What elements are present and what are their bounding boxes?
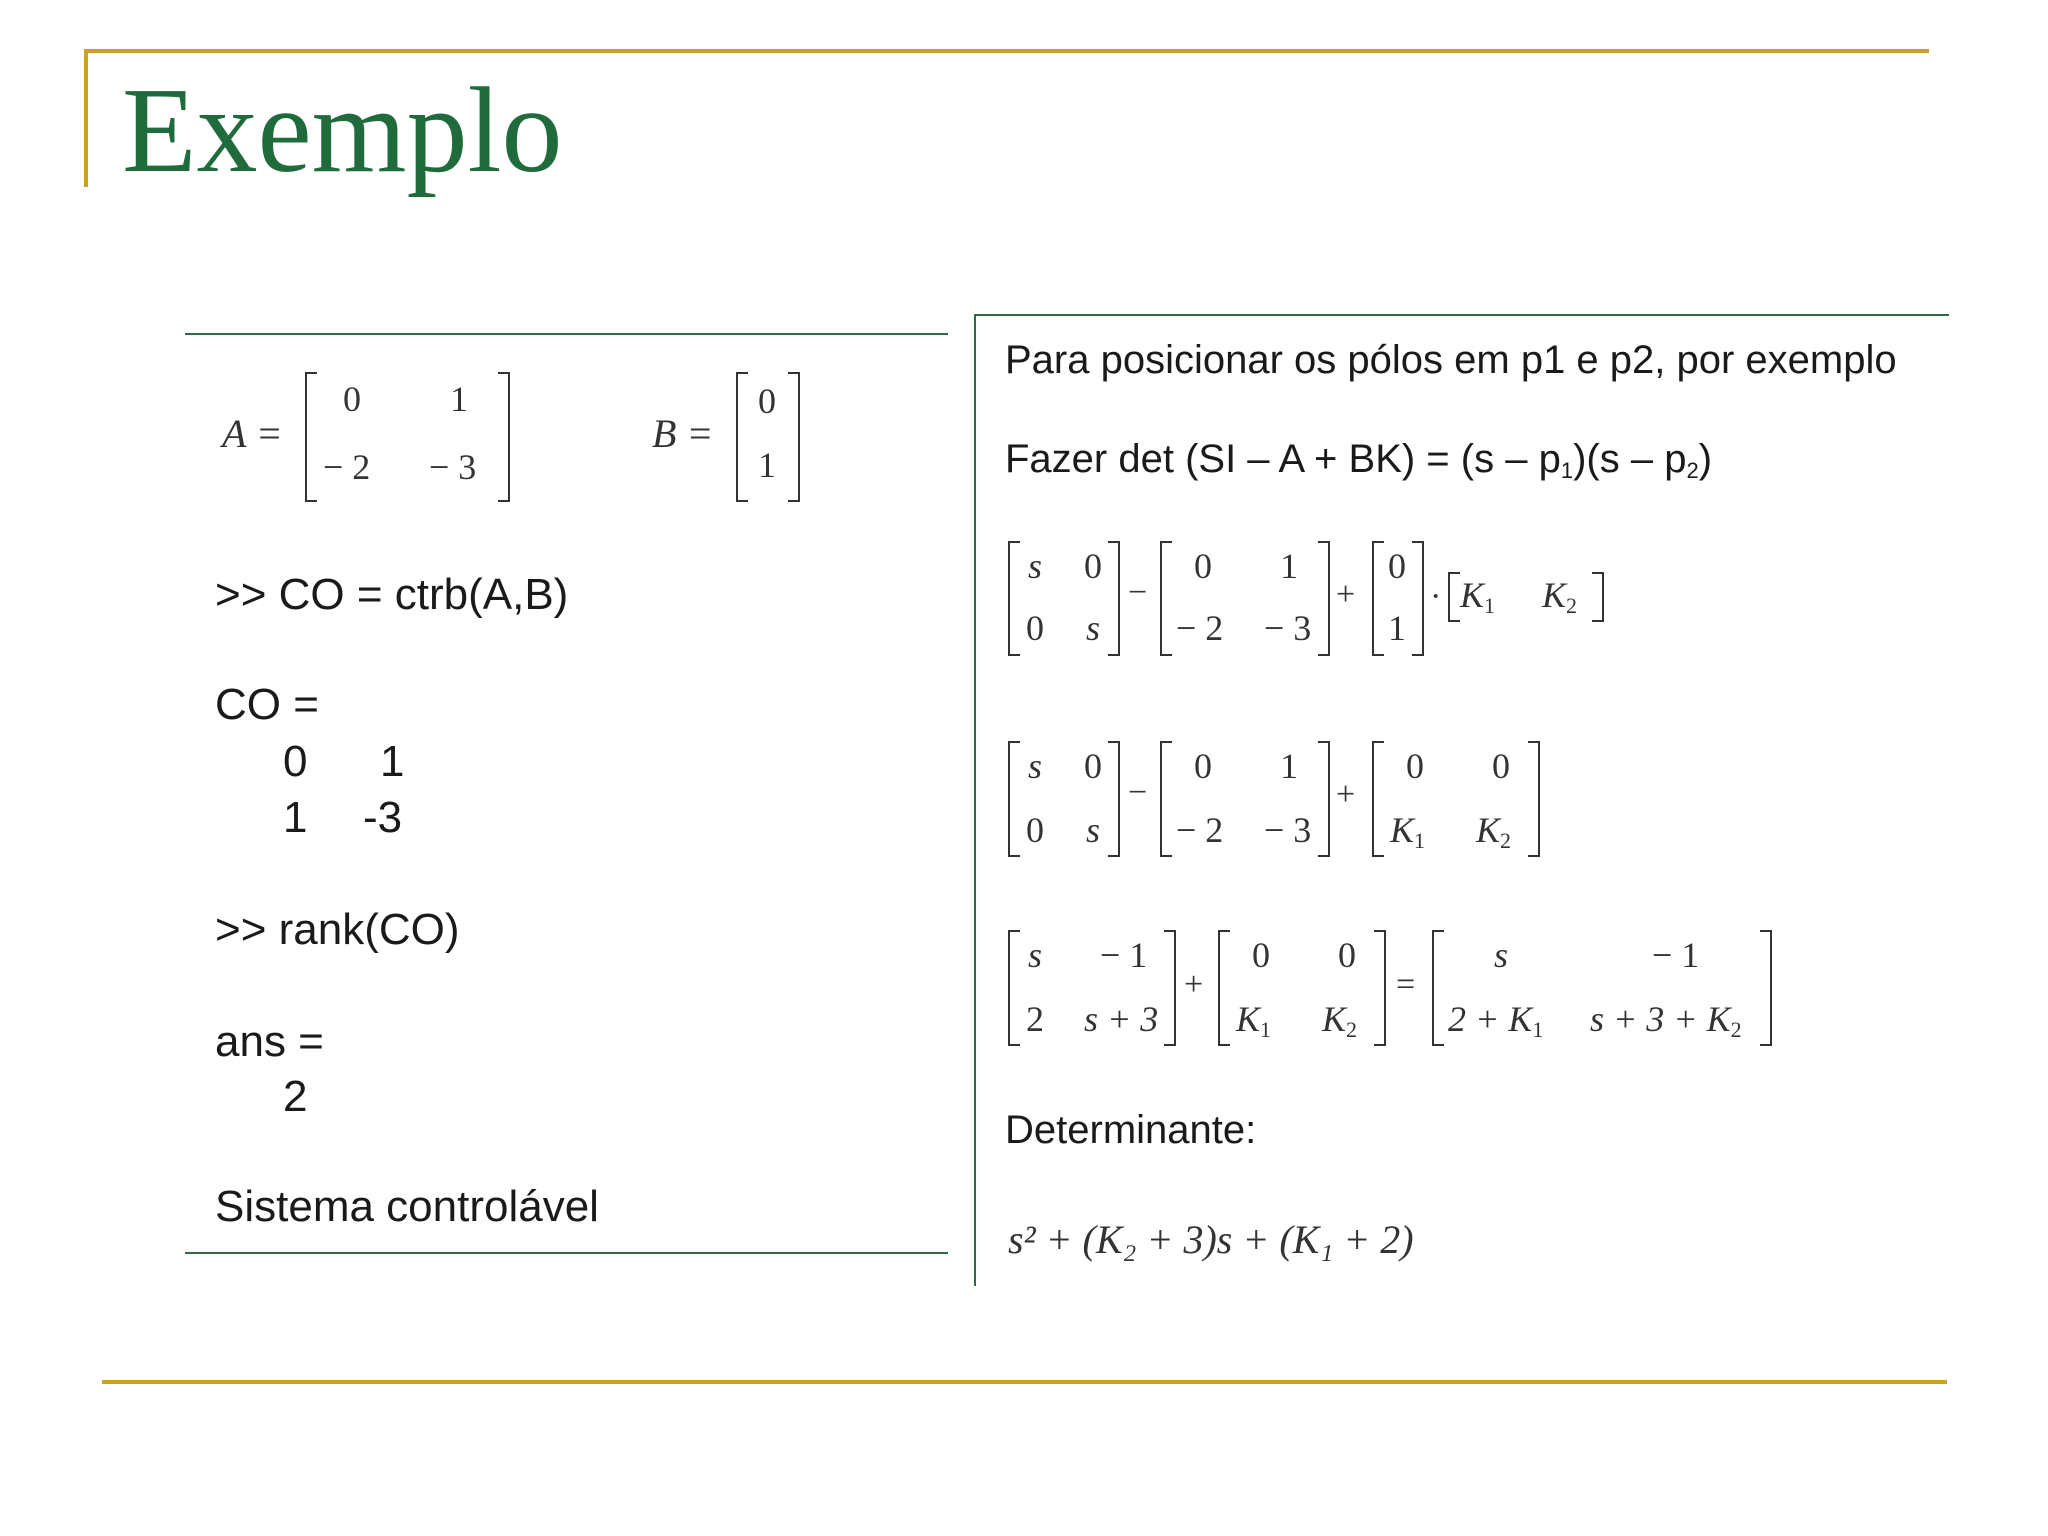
eq1-k1-symbol: K: [1460, 575, 1485, 615]
pole-sub-2: 2: [1686, 458, 1699, 483]
eq2-si-cell: 0: [1026, 810, 1044, 850]
eq2-a-cell: 1: [1280, 746, 1298, 786]
eq1-si-cell: s: [1086, 608, 1101, 648]
eq2-bk-cell: 0: [1492, 746, 1510, 786]
eq1-dot: ·: [1430, 578, 1442, 615]
eq3-result-cell: − 1: [1652, 935, 1700, 975]
det-equation-suffix: ): [1698, 437, 1713, 481]
eq3-left-cell: s + 3: [1084, 999, 1159, 1039]
eq2-si-cell: 0: [1084, 746, 1102, 786]
eq2-bk-matrix: [1372, 741, 1540, 857]
eq3-bk-cell: $K_2$: [1322, 999, 1358, 1042]
co-cell: 1: [283, 793, 308, 842]
eq1-a-cell: 1: [1280, 546, 1298, 586]
eq2-a-cell: − 3: [1264, 810, 1312, 850]
ctrb-command: >> CO = ctrb(A,B): [215, 570, 569, 619]
co-cell: 1: [380, 737, 405, 786]
eq1-plus: +: [1336, 576, 1356, 613]
eq3-result-cell: $s + 3 + K_2$: [1590, 999, 1742, 1042]
eq3-bk-matrix: [1218, 930, 1386, 1046]
slide-title: Exemplo: [122, 63, 563, 198]
eq2-bk-cell: 0: [1406, 746, 1424, 786]
eq1-k1-sub: 1: [1484, 593, 1496, 618]
left-panel-top-rule: [185, 333, 948, 335]
matrix-a-cell: 0: [343, 379, 361, 419]
co-cell: -3: [363, 793, 403, 842]
matrix-a-cell: − 2: [323, 447, 371, 487]
eq3-equals: =: [1396, 966, 1416, 1003]
right-intro: Para posicionar os pólos em p1 e p2, por exemplo: [1005, 338, 1897, 382]
eq2-si-cell: s: [1086, 810, 1101, 850]
eq3-result-cell: s: [1494, 935, 1509, 975]
right-panel-left-rule: [974, 314, 976, 1286]
matrix-a: [305, 372, 510, 502]
eq1-b-cell: 0: [1388, 546, 1406, 586]
left-panel-bottom-rule: [185, 1252, 948, 1254]
eq1-si-cell: 0: [1026, 608, 1044, 648]
eq1-b-matrix: [1372, 541, 1424, 656]
ans-value: 2: [283, 1072, 308, 1121]
eq2-a-matrix: [1160, 741, 1330, 857]
det-equation: [1005, 437, 1712, 484]
matrix-b-label: B =: [652, 411, 714, 456]
co-cell: 0: [283, 737, 308, 786]
eq1-k2: [1542, 574, 1577, 619]
eq2-si-cell: s: [1028, 746, 1043, 786]
rank-command: >> rank(CO): [215, 905, 460, 954]
pole-sub-1: 1: [1560, 458, 1574, 483]
matrix-b-cell: 0: [758, 381, 776, 421]
eq3-left-cell: − 1: [1100, 935, 1148, 975]
matrix-a-cell: 1: [450, 379, 468, 419]
eq1-b-cell: 1: [1388, 608, 1406, 648]
eq2-minus: −: [1128, 774, 1148, 811]
eq1-si-cell: 0: [1084, 546, 1102, 586]
eq1-a-cell: − 2: [1176, 608, 1224, 648]
eq2-a-cell: 0: [1194, 746, 1212, 786]
eq1-a-cell: − 3: [1264, 608, 1312, 648]
eq1-k-row: [1448, 572, 1604, 622]
ans-label: ans =: [215, 1017, 324, 1066]
eq3-left-matrix: [1008, 930, 1176, 1046]
matrix-b-cell: 1: [758, 445, 776, 485]
top-gold-rule: [84, 49, 1929, 53]
eq3-left-cell: 2: [1026, 999, 1044, 1039]
eq3-left-cell: s: [1028, 935, 1043, 975]
eq1-a-matrix: [1160, 541, 1330, 656]
eq3-result-matrix: [1432, 930, 1772, 1046]
characteristic-polynomial: s² + (K₂ + 3)s + (K₁ + 2): [1008, 1217, 1414, 1262]
det-equation-mid: )(s – p: [1573, 437, 1687, 481]
eq3-plus: +: [1184, 966, 1204, 1003]
eq2-a-cell: − 2: [1176, 810, 1224, 850]
matrix-b: [736, 372, 800, 502]
determinant-label: Determinante:: [1005, 1108, 1257, 1152]
eq1-si-matrix: [1008, 541, 1120, 656]
eq2-plus: +: [1336, 776, 1356, 813]
bottom-gold-rule: [102, 1380, 1947, 1384]
conclusion-text: Sistema controlável: [215, 1182, 599, 1231]
eq2-bk-cell: $K_1$: [1390, 810, 1426, 853]
eq1-a-cell: 0: [1194, 546, 1212, 586]
eq3-result-cell: $2 + K_1$: [1448, 999, 1544, 1042]
det-equation-prefix: Fazer det (SI – A + BK) = (s – p: [1005, 437, 1561, 481]
eq1-minus: −: [1128, 574, 1148, 611]
eq3-bk-cell: 0: [1252, 935, 1270, 975]
eq3-bk-cell: $K_1$: [1236, 999, 1272, 1042]
eq1-k2-symbol: K: [1542, 575, 1567, 615]
left-gold-rule: [84, 49, 88, 187]
eq3-bk-cell: 0: [1338, 935, 1356, 975]
matrix-a-cell: − 3: [429, 447, 477, 487]
eq2-bk-cell: $K_2$: [1476, 810, 1512, 853]
eq2-si-matrix: [1008, 741, 1120, 857]
eq1-si-cell: s: [1028, 546, 1043, 586]
matrix-a-label: A =: [222, 411, 283, 456]
co-label: CO =: [215, 680, 319, 729]
right-panel-top-rule: [974, 314, 1949, 316]
eq1-k2-sub: 2: [1566, 593, 1578, 618]
eq1-k1: [1460, 574, 1495, 619]
